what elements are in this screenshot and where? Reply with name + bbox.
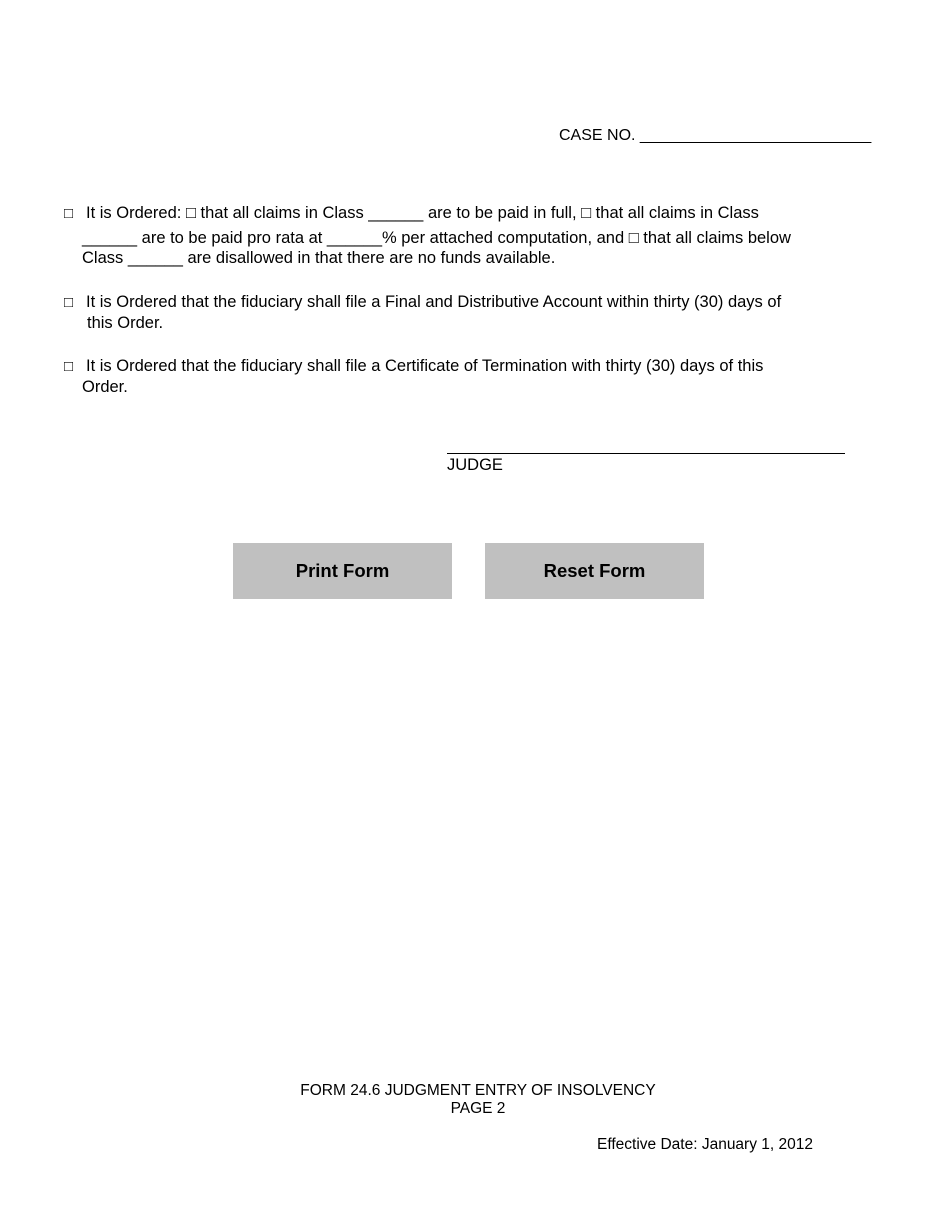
judge-label: JUDGE	[447, 456, 503, 474]
case-number-field: CASE NO. __________________________	[559, 127, 872, 144]
page-number: PAGE 2	[450, 1100, 506, 1117]
order-1-line-3: Class ______ are disallowed in that there are no funds available.	[82, 249, 556, 267]
order-1-line-2: ______ are to be paid pro rata at ______% per attached computation, and □ that all claims below	[82, 229, 791, 247]
order-2-line-2: this Order.	[87, 314, 164, 332]
print-form-button[interactable]: Print Form	[233, 543, 452, 599]
form-title: FORM 24.6 JUDGMENT ENTRY OF INSOLVENCY	[300, 1082, 656, 1099]
reset-form-button[interactable]: Reset Form	[485, 543, 704, 599]
order-3-checkbox-icon[interactable]: □	[64, 358, 74, 375]
order-3-line-2: Order.	[82, 378, 128, 396]
order-1-line-1: It is Ordered: □ that all claims in Class ______ are to be paid in full, □ that all claims in Class	[86, 204, 759, 222]
effective-date: Effective Date: January 1, 2012	[597, 1136, 813, 1153]
order-3-line-1: It is Ordered that the fiduciary shall file a Certificate of Termination with thirty (30) days of this	[86, 357, 764, 375]
order-2-line-1: It is Ordered that the fiduciary shall file a Final and Distributive Account within thirty (30) days of	[86, 293, 782, 311]
order-1-checkbox-icon[interactable]: □	[64, 205, 74, 222]
order-2-checkbox-icon[interactable]: □	[64, 294, 74, 311]
judge-signature-line	[447, 453, 845, 454]
